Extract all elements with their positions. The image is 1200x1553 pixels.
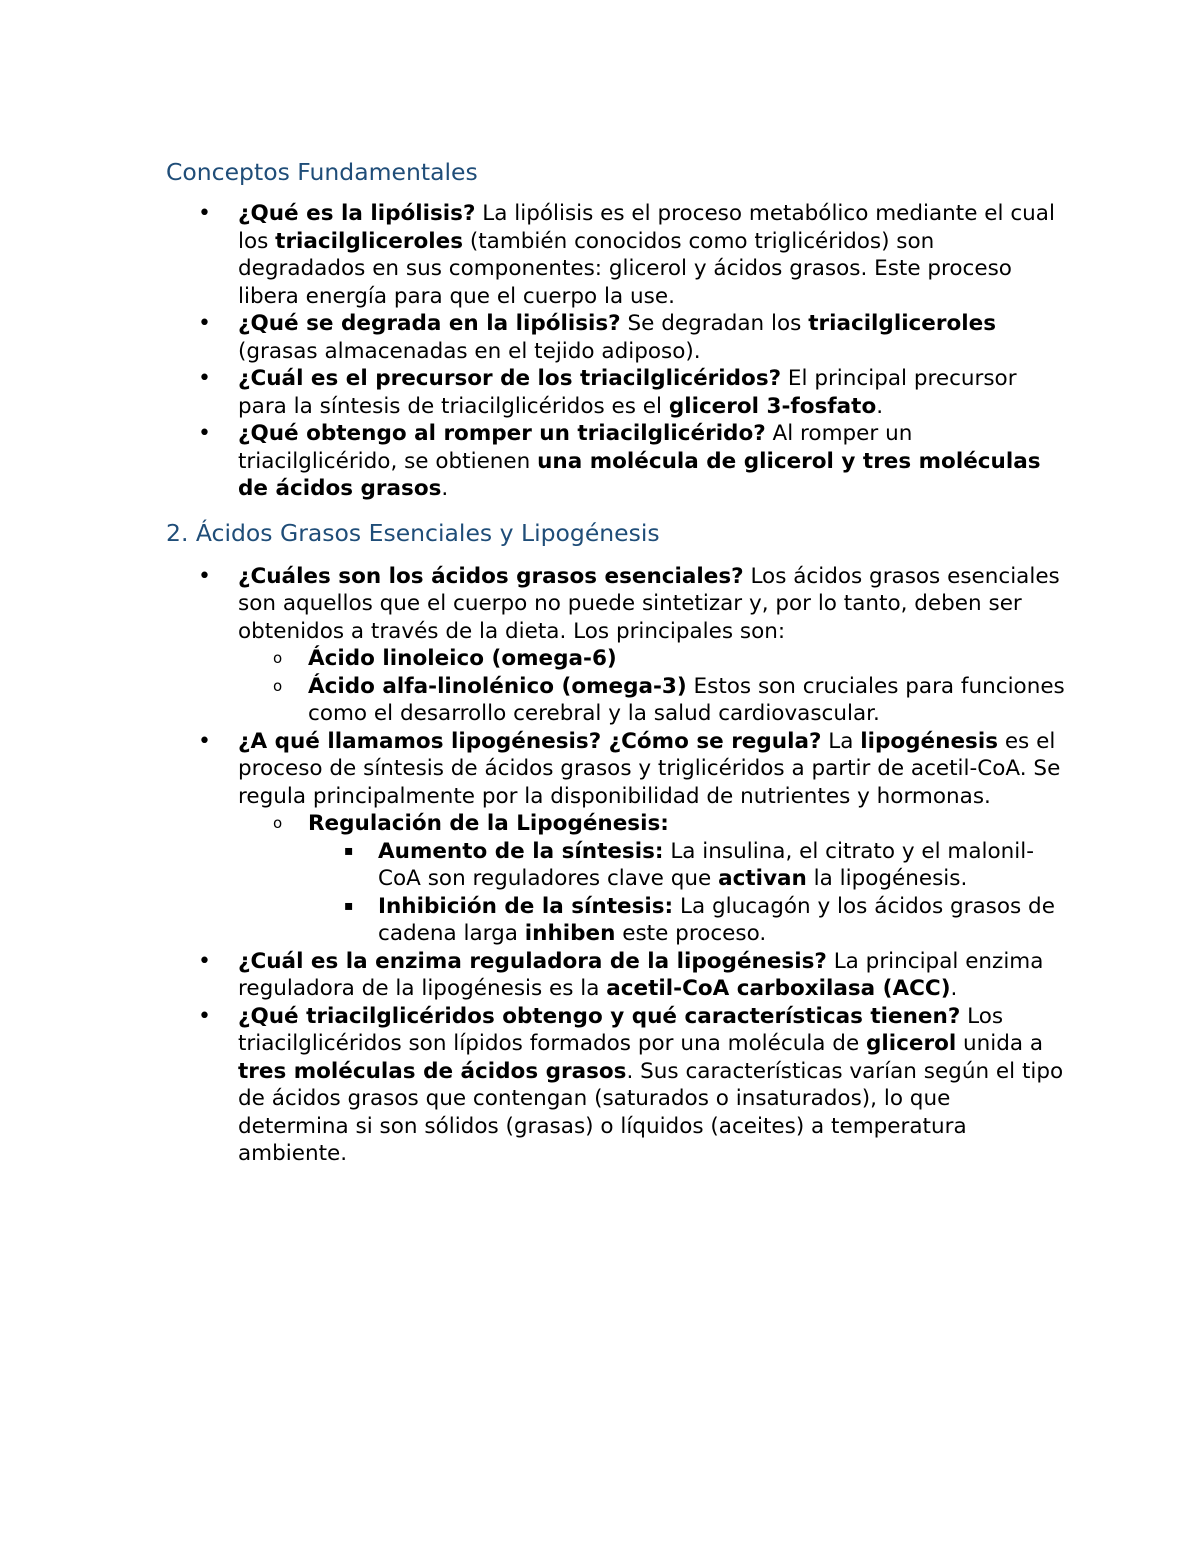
answer-text: . — [950, 976, 958, 1001]
answer-text: . — [876, 393, 884, 419]
answer-text: (también conocidos como triglicéridos) son degradados en sus componentes: glicerol y ácidos grasos. Este proceso libera energía para que el cuerpo la use. — [238, 228, 1012, 309]
answer-text: unida a — [956, 1031, 1044, 1056]
answer-text: La — [821, 728, 861, 754]
bold-term: Aumento de la síntesis: — [378, 838, 664, 864]
list-item — [166, 563, 1066, 728]
answer-text: . — [441, 476, 449, 501]
question-text: ¿Cuáles son los ácidos grasos esenciales? — [238, 563, 744, 589]
bold-term: triacilgliceroles — [275, 228, 463, 254]
question-text: ¿Qué se degrada en la lipólisis? — [238, 311, 621, 336]
answer-text: La lipólisis es el proceso metabólico mediante el cual los — [238, 201, 1055, 254]
document-body — [166, 156, 1066, 1168]
sub-sub-list-item — [308, 838, 1066, 893]
question-text: ¿Qué es la lipólisis? — [238, 201, 476, 226]
bold-term: triacilgliceroles — [808, 311, 997, 336]
circle-bullet-icon: o — [273, 649, 283, 667]
list-item — [166, 365, 1066, 420]
bold-term: Ácido alfa-linolénico (omega-3) — [308, 673, 687, 699]
list-item — [166, 728, 1066, 948]
answer-text: la lipogénesis. — [806, 866, 968, 891]
list-item — [166, 1003, 1066, 1168]
answer-text: La glucagón y los ácidos grasos de cadena larga — [378, 893, 1055, 946]
bullet-icon: • — [198, 948, 211, 974]
answer-text: Al romper un triacilglicérido, se obtienen — [238, 421, 913, 474]
square-bullet-icon: ▪ — [344, 842, 354, 859]
answer-text: (grasas almacenadas en el tejido adiposo). — [238, 338, 701, 364]
bold-term: tres moléculas de ácidos grasos — [238, 1058, 627, 1084]
bold-term: una molécula de glicerol y tres moléculas de ácidos grasos — [238, 448, 1041, 501]
lipogenesis-list — [166, 563, 1066, 1168]
question-text: ¿Cuál es la enzima reguladora de la lipogénesis? — [238, 948, 827, 974]
answer-text: El principal precursor para la síntesis de triacilglicéridos es el — [238, 366, 1017, 419]
sub-list-item — [238, 645, 1066, 673]
section-heading-conceptos: Conceptos Fundamentales — [166, 158, 478, 186]
question-text: ¿Qué obtengo al romper un triacilglicérido? — [238, 421, 766, 446]
circle-bullet-icon: o — [273, 814, 283, 832]
bullet-icon: • — [198, 311, 211, 336]
bullet-icon: • — [198, 201, 211, 226]
list-item — [166, 948, 1066, 1003]
bold-term: Inhibición de la síntesis: — [378, 893, 674, 919]
sub-list-item — [238, 810, 1066, 948]
list-item — [166, 310, 1066, 365]
question-text: ¿Qué triacilglicéridos obtengo y qué características tienen? — [238, 1003, 961, 1029]
answer-text: Estos son cruciales para funciones como el desarrollo cerebral y la salud cardiovascular. — [308, 673, 1065, 726]
answer-text: Se degradan los — [620, 311, 809, 336]
answer-text: La insulina, el citrato y el malonil-CoA son reguladores clave que — [378, 838, 1035, 891]
sub-list-item — [238, 673, 1066, 728]
bullet-icon: • — [198, 1003, 211, 1029]
regulation-detail-list — [308, 838, 1066, 948]
regulation-list — [238, 810, 1066, 948]
list-item — [166, 420, 1066, 503]
question-text: ¿A qué llamamos lipogénesis? ¿Cómo se regula? — [238, 728, 822, 754]
square-bullet-icon: ▪ — [344, 897, 354, 914]
list-item — [166, 200, 1066, 310]
bullet-icon: • — [198, 728, 211, 754]
bold-term: Ácido linoleico (omega-6) — [308, 646, 617, 671]
bold-term: inhiben — [524, 921, 616, 946]
sub-heading: Regulación de la Lipogénesis: — [308, 811, 669, 836]
answer-text: Los ácidos grasos esenciales son aquellos que el cuerpo no puede sintetizar y, por lo tanto, deben ser obtenidos a través de la dieta. Los principales son: — [238, 563, 1060, 644]
answer-text: es el proceso de síntesis de ácidos grasos y triglicéridos a partir de acetil-CoA. Se regula principalmente por la disponibilidad de nutrientes y hormonas. — [238, 728, 1061, 809]
bullet-icon: • — [198, 563, 211, 589]
essential-fatty-acids-list — [238, 645, 1066, 728]
bold-term: lipogénesis — [860, 728, 998, 754]
answer-text: Los triacilglicéridos son lípidos formados por una molécula de — [238, 1003, 1004, 1056]
answer-text: . Sus características varían según el tipo de ácidos grasos que contengan (saturados o insaturados), lo que determina si son sólidos (grasas) o líquidos (aceites) a temperatura ambiente. — [238, 1058, 1064, 1166]
bullet-icon: • — [198, 366, 211, 391]
section-heading-acidos-grasos: 2. Ácidos Grasos Esenciales y Lipogénesis — [166, 518, 660, 547]
question-text: ¿Cuál es el precursor de los triacilglicéridos? — [238, 366, 782, 391]
answer-text: este proceso. — [615, 921, 767, 946]
bold-term: activan — [718, 866, 807, 891]
concepts-list — [166, 200, 1066, 503]
bold-term: glicerol — [866, 1031, 957, 1056]
bullet-icon: • — [198, 421, 211, 446]
bold-term: acetil-CoA carboxilasa (ACC) — [606, 976, 951, 1001]
sub-sub-list-item — [308, 893, 1066, 948]
circle-bullet-icon: o — [273, 676, 283, 695]
answer-text: La principal enzima reguladora de la lipogénesis es la — [238, 948, 1044, 1001]
bold-term: glicerol 3-fosfato — [668, 393, 877, 419]
